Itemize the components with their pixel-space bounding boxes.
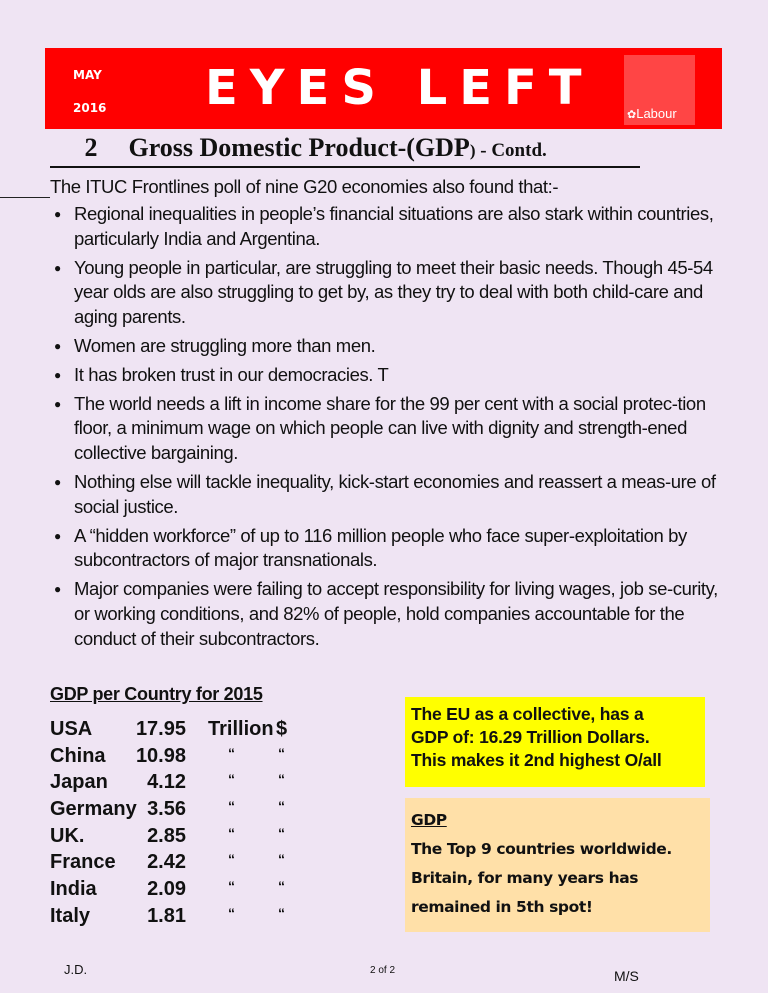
bullet-icon: ●: [54, 528, 61, 543]
callout-heading: GDP: [411, 811, 447, 829]
section-title-paren: ): [469, 141, 476, 160]
footer-author: J.D.: [64, 962, 88, 977]
eu-gdp-callout: The EU as a collective, has a GDP of: 16.29 Trillion Dollars. This makes it 2nd highest O/all: [405, 697, 705, 787]
bullet-icon: ●: [54, 260, 61, 275]
section-suffix: - Contd.: [475, 140, 547, 161]
bullet-icon: ●: [54, 582, 61, 597]
logo-text: Labour: [636, 106, 677, 121]
masthead-banner: [45, 48, 722, 129]
bullet-icon: ●: [54, 207, 61, 221]
list-item: ● Young people in particular, are struggling to meet their basic needs. Though 45-54 year olds are also struggling to get by, as they try to deal with both child-care and aging parents.: [54, 256, 713, 328]
list-item: ● Women are struggling more than men.: [50, 334, 730, 359]
gdp-table-title: GDP per Country for 2015: [50, 684, 263, 704]
bullet-icon: ●: [54, 396, 61, 411]
list-item: ● Regional inequalities in people’s financial situations are also stark within countries, particularly India and Argentina.: [54, 203, 714, 249]
section-heading: [50, 133, 640, 168]
bullet-icon: ●: [54, 367, 61, 382]
intro-rule: [0, 197, 50, 198]
labour-logo: [624, 55, 695, 125]
section-number: 2: [84, 133, 98, 162]
findings-list: [50, 202, 730, 656]
rose-icon: ✿: [627, 109, 637, 121]
list-item: ● It has broken trust in our democracies. T: [50, 363, 730, 388]
list-item: ● Nothing else will tackle inequality, kick-start economies and reassert a meas-ure of social justice.: [54, 470, 716, 517]
list-item: ● The world needs a lift in income share for the 99 per cent with a social protec-tion floor, a minimum wage on which people can live with dignity and strength-ened collective bargaining.: [54, 392, 706, 464]
page-number: 2 of 2: [370, 965, 396, 976]
bullet-icon: ●: [54, 338, 61, 353]
bullet-icon: ●: [54, 474, 61, 489]
footer-initials: M/S: [614, 968, 639, 984]
top9-callout: GDP The Top 9 countries worldwide. Britain, for many years has remained in 5th spot!: [405, 798, 710, 932]
section-title: Gross Domestic Product-(GDP: [128, 133, 470, 162]
intro-text: The ITUC Frontlines poll of nine G20 economies also found that:-: [50, 176, 559, 197]
list-item: ● Major companies were failing to accept responsibility for living wages, job se-curity, or working conditions, and 82% of people, hold companies accountable for the conduct of their subcontractors.: [54, 578, 718, 649]
issue-year: 2016: [73, 101, 107, 115]
issue-month: MAY: [73, 68, 102, 82]
list-item: ● A “hidden workforce” of up to 116 million people who face super-exploitation by subcontractors of major transnationals.: [54, 524, 687, 571]
newsletter-title: EYES LEFT: [205, 60, 594, 116]
